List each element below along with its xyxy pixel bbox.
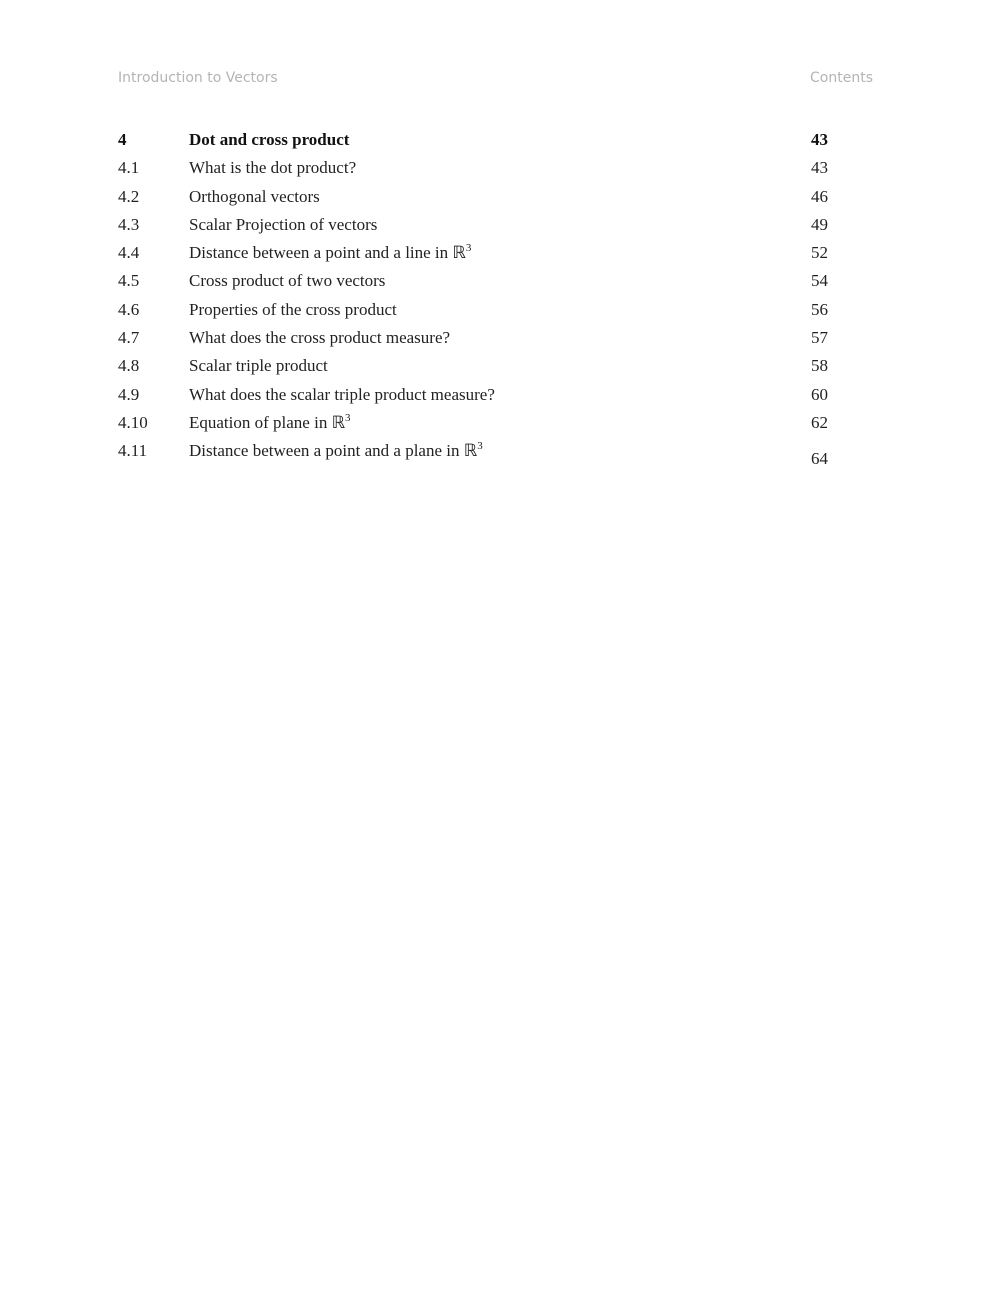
toc-entry-title-text: Distance between a point and a line in ℝ (189, 243, 466, 263)
toc-entry-title-text: Cross product of two vectors (189, 271, 386, 291)
toc-entry-title-text: Scalar Projection of vectors (189, 214, 378, 234)
toc-entry-number: 4.10 (118, 412, 148, 432)
toc-chapter-entry[interactable] (118, 128, 828, 156)
toc-entry[interactable] (118, 298, 828, 326)
running-header-section: Contents (810, 70, 873, 86)
toc-entry-number: 4.8 (118, 356, 140, 376)
toc-entry-page: 62 (811, 412, 828, 432)
toc-entry-title (189, 383, 495, 407)
toc-entry-title (189, 213, 377, 237)
toc-entry-page: 58 (811, 356, 828, 376)
toc-entry[interactable] (118, 156, 828, 184)
toc-entry-title (189, 185, 320, 209)
toc-entry[interactable] (118, 326, 828, 354)
table-of-contents (118, 128, 828, 468)
toc-entry-title-text: Orthogonal vectors (189, 186, 320, 206)
toc-entry-title-text: Scalar triple product (189, 356, 328, 376)
toc-entry-title-text: What does the scalar triple product measure? (189, 384, 495, 404)
toc-entry[interactable] (118, 439, 828, 467)
toc-entry-title-text: What is the dot product? (189, 158, 357, 178)
toc-entry-page: 57 (811, 328, 828, 348)
toc-entry-superscript: 3 (465, 242, 472, 255)
toc-entry-page: 54 (811, 271, 828, 291)
toc-entry[interactable] (118, 241, 828, 269)
toc-entry-title-text: What does the cross product measure? (189, 328, 451, 348)
toc-entry-title-text: Properties of the cross product (189, 299, 397, 319)
toc-entry-number: 4.4 (118, 243, 140, 263)
toc-entry-title (189, 298, 397, 322)
toc-entry-superscript: 3 (345, 411, 351, 424)
toc-entry-title-text: Equation of plane in ℝ (189, 412, 346, 432)
toc-entry-title (189, 241, 471, 265)
toc-entry-page: 64 (811, 449, 828, 469)
toc-entry-page: 43 (811, 130, 828, 149)
toc-entry-page: 60 (811, 384, 828, 404)
toc-entry-number: 4.1 (118, 158, 140, 178)
toc-entry-title-text: Dot and cross product (189, 130, 350, 149)
toc-entry-page: 52 (811, 243, 828, 263)
toc-entry-number: 4 (118, 130, 127, 149)
toc-entry-number: 4.5 (118, 271, 140, 291)
toc-entry[interactable] (118, 383, 828, 411)
toc-entry-page: 56 (811, 299, 828, 319)
toc-entry-superscript: 3 (477, 440, 483, 453)
toc-entry[interactable] (118, 354, 828, 382)
toc-entry-title (189, 411, 351, 435)
toc-entry-page: 46 (811, 186, 828, 206)
toc-entry-title (189, 354, 328, 378)
running-header-title: Introduction to Vectors (118, 70, 278, 86)
toc-entry-title (189, 439, 483, 463)
toc-entry[interactable] (118, 213, 828, 241)
toc-entry[interactable] (118, 185, 828, 213)
toc-entry[interactable] (118, 411, 828, 439)
toc-entry-number: 4.3 (118, 214, 140, 234)
toc-entry-number: 4.7 (118, 328, 140, 348)
toc-entry-title (189, 269, 385, 293)
toc-entry-page: 43 (811, 158, 828, 178)
toc-entry-number: 4.6 (118, 299, 140, 319)
toc-entry-title (189, 156, 356, 180)
toc-entry-title-text: Distance between a point and a plane in ℝ (189, 441, 478, 461)
toc-entry-number: 4.9 (118, 384, 140, 404)
toc-entry-title (189, 326, 450, 350)
toc-entry-number: 4.11 (118, 441, 148, 461)
toc-entry-title (189, 128, 349, 152)
toc-entry-page: 49 (811, 214, 828, 234)
toc-entry[interactable] (118, 269, 828, 297)
toc-entry-number: 4.2 (118, 186, 140, 206)
